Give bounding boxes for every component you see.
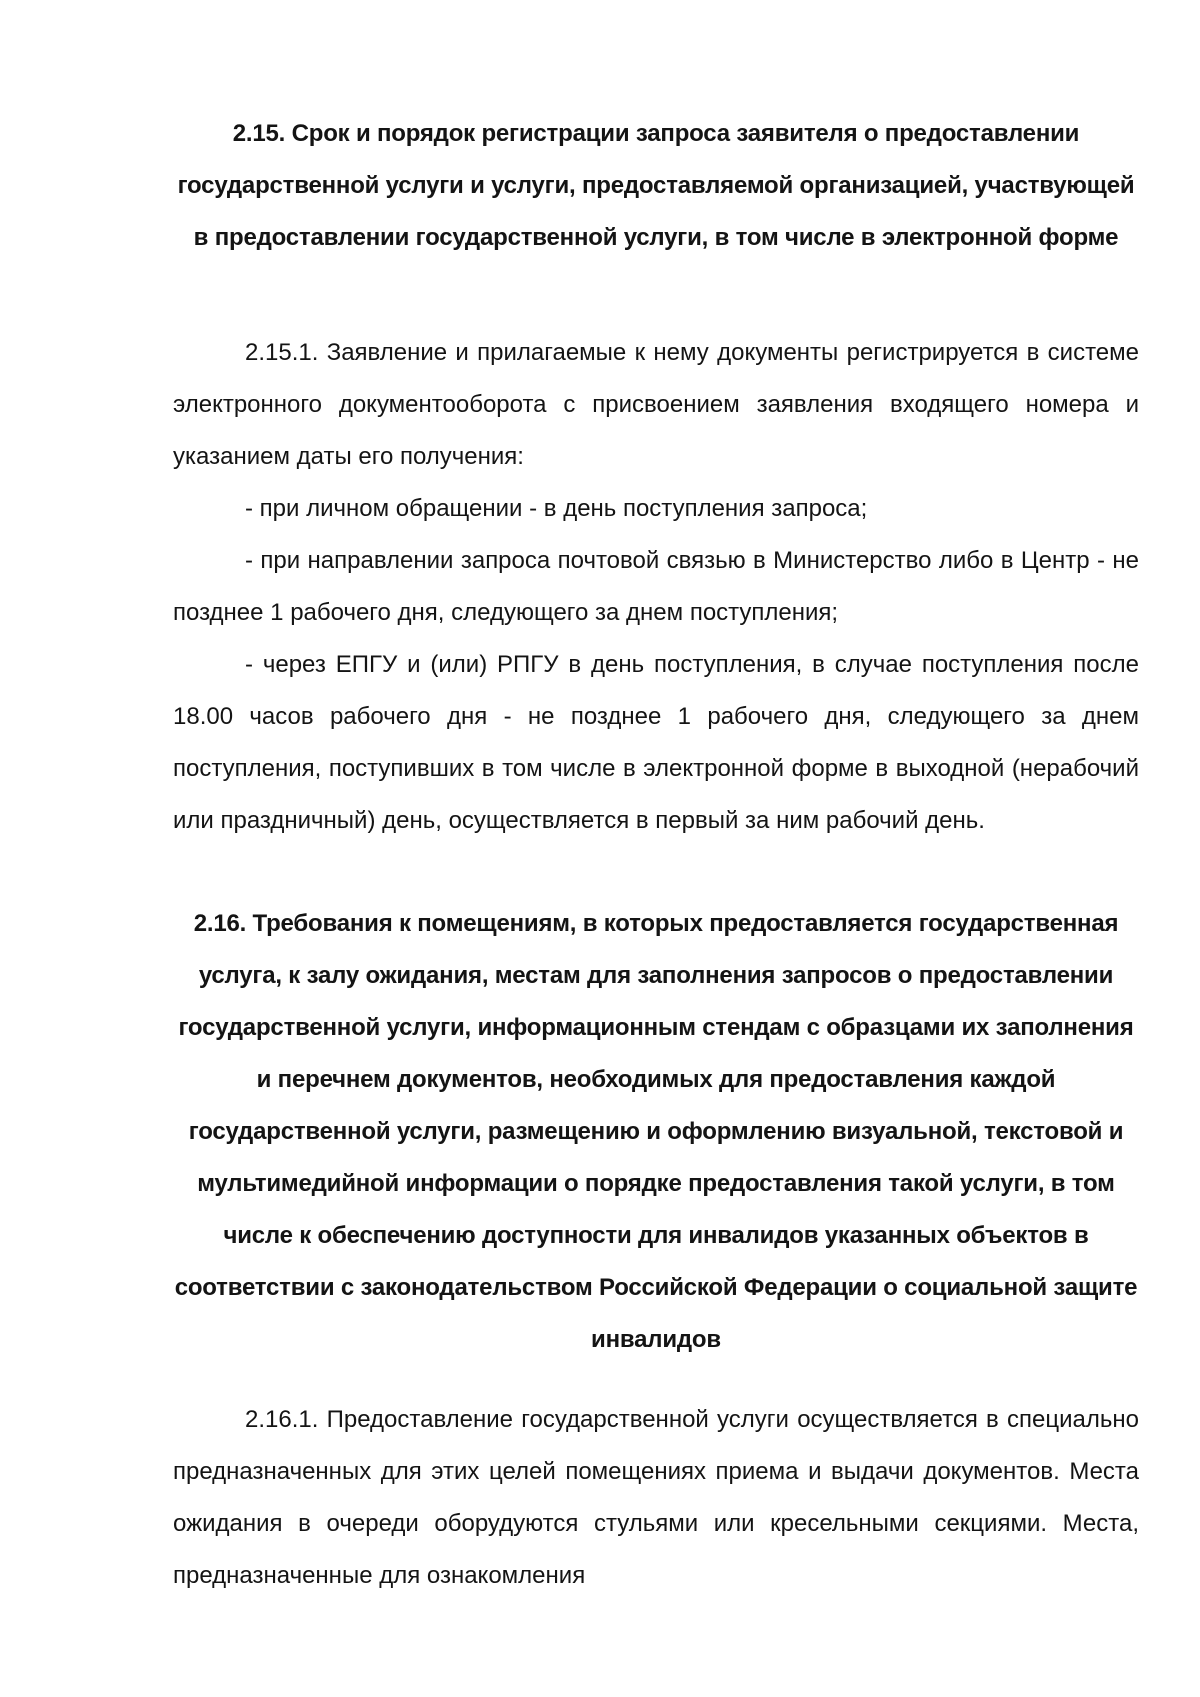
section-2-16-body (173, 1394, 1139, 1602)
paragraph: - при личном обращении - в день поступления запроса; (245, 495, 868, 522)
paragraph: - через ЕПГУ и (или) РПГУ в день поступления, в случае поступления после 18.00 часов рабочего дня - не позднее 1 рабочего дня, следующего за днем поступления, поступивших в том числе в электронной форме в выходной (нерабочий или праздничный) день, осуществляется в первый за ним рабочий день. (173, 651, 1139, 834)
paragraph: 2.15.1. Заявление и прилагаемые к нему документы регистрируется в системе электронного документооборота с присвоением заявления входящего номера и указанием даты его получения: (173, 339, 1139, 470)
paragraph: - при направлении запроса почтовой связью в Министерство либо в Центр - не позднее 1 рабочего дня, следующего за днем поступления; (173, 547, 1139, 626)
paragraph: 2.16.1. Предоставление государственной услуги осуществляется в специально предназначенных для этих целей помещениях приема и выдачи документов. Места ожидания в очереди оборудуются стульями или кресельными секциями. Места, предназначенные для ознакомления (173, 1406, 1139, 1589)
section-2-15-heading (173, 108, 1139, 264)
section-heading-text: 2.16. Требования к помещениям, в которых предоставляется государственная услуга, к залу ожидания, местам для заполнения запросов о предоставлении государственной услуги, информационным стендам с образцами их заполнения и перечнем документов, необходимых для предоставления каждой государственной услуги, размещению и оформлению визуальной, текстовой и мультимедийной информации о порядке предоставления такой услуги, в том числе к обеспечению доступности для инвалидов указанных объектов в соответствии с законодательством Российской Федерации о социальной защите инвалидов (174, 910, 1138, 1353)
section-2-15-body (173, 327, 1139, 847)
section-2-16-heading (173, 898, 1139, 1366)
section-heading-text: 2.15. Срок и порядок регистрации запроса заявителя о предоставлении государственной услуги и услуги, предоставляемой организацией, участвующей в предоставлении государственной услуги, в том числе в электронной форме (177, 120, 1135, 251)
